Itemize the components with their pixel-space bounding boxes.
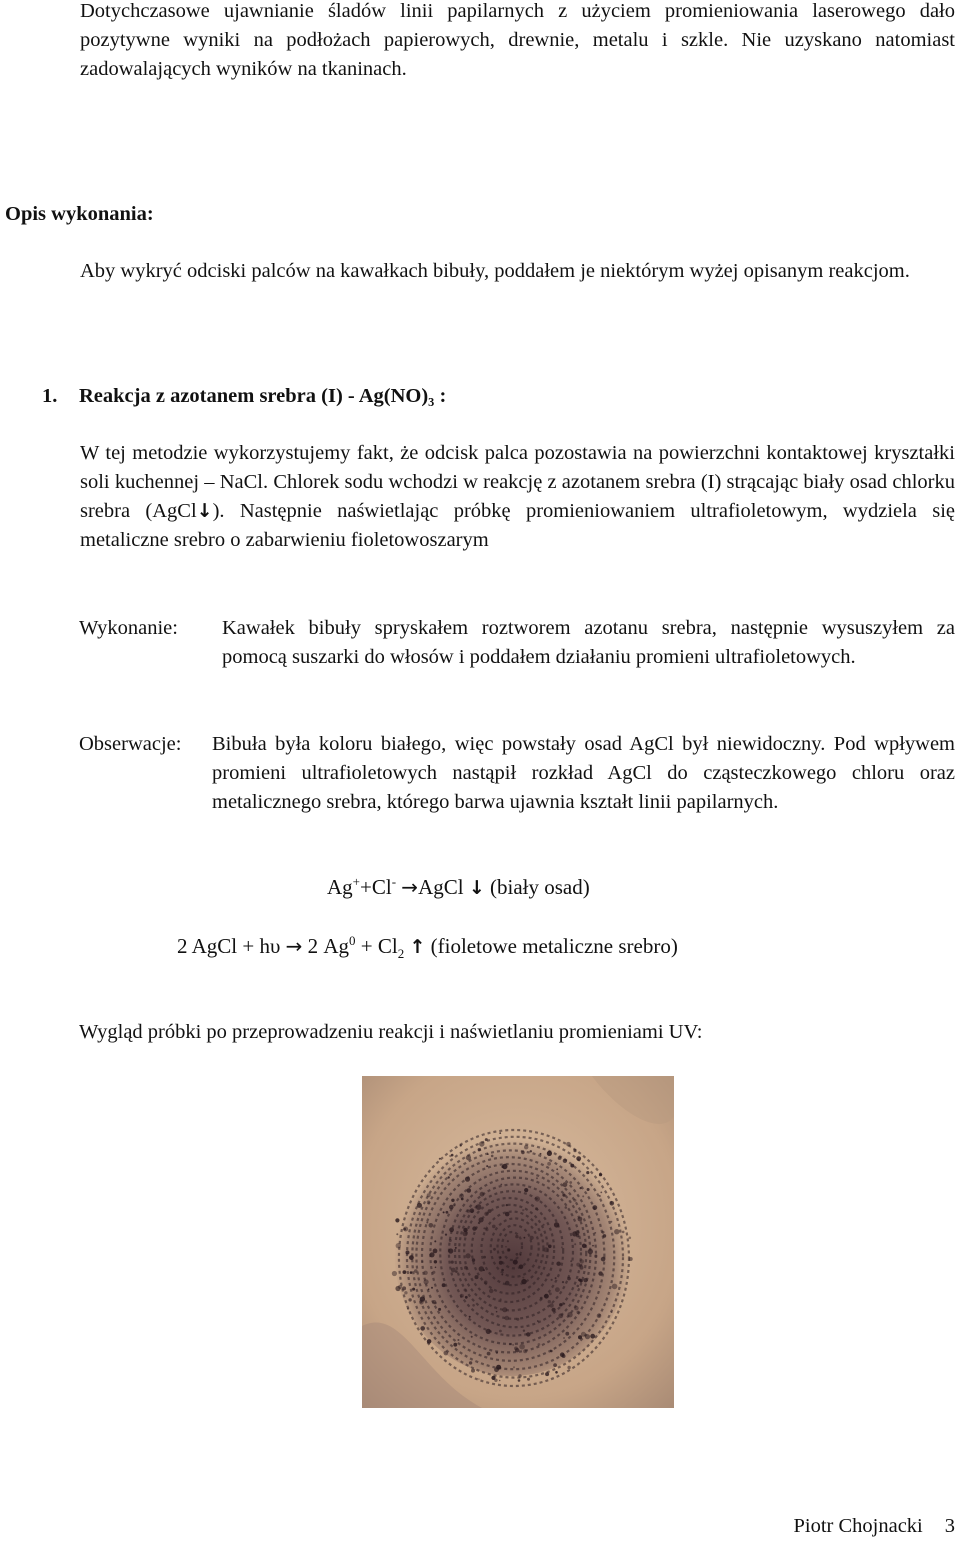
fingerprint-dot: [622, 1231, 625, 1234]
fingerprint-dot: [574, 1243, 576, 1245]
fingerprint-dot: [479, 1141, 484, 1146]
fingerprint-dot: [463, 1228, 467, 1232]
fingerprint-dot: [566, 1142, 571, 1147]
intro-paragraph: [5, 0, 955, 84]
fingerprint-dot: [460, 1144, 462, 1146]
fingerprint-dot: [455, 1247, 457, 1249]
fingerprint-blot: [394, 1126, 630, 1376]
fingerprint-dot: [600, 1192, 602, 1194]
fingerprint-dot: [406, 1251, 410, 1255]
eq1-note: (biały osad): [490, 875, 590, 899]
up-arrow-icon: ↑: [409, 936, 426, 958]
fingerprint-dot: [459, 1194, 464, 1199]
fingerprint-dot: [417, 1203, 422, 1208]
fingerprint-dot: [587, 1188, 590, 1191]
fingerprint-dot: [524, 1145, 528, 1149]
fingerprint-dot: [396, 1243, 401, 1248]
fingerprint-dot: [476, 1204, 482, 1210]
fingerprint-dot: [472, 1258, 475, 1261]
fingerprint-dot: [559, 1303, 562, 1306]
fingerprint-dot: [553, 1363, 557, 1367]
fingerprint-dot: [551, 1279, 553, 1281]
fingerprint-dot: [575, 1230, 579, 1234]
fingerprint-dot: [402, 1286, 406, 1290]
fingerprint-dot: [560, 1352, 565, 1357]
obserwacje-block: [79, 730, 955, 817]
fingerprint-dot: [580, 1187, 582, 1189]
fingerprint-dot: [419, 1300, 424, 1305]
fingerprint-dot: [582, 1195, 584, 1197]
fingerprint-dot: [483, 1269, 485, 1271]
fingerprint-dot: [586, 1171, 589, 1174]
fingerprint-dot: [505, 1316, 510, 1321]
fingerprint-dot: [486, 1329, 491, 1334]
eq1-ag: Ag: [327, 875, 353, 899]
eq2-note: (fioletowe metaliczne srebro): [430, 934, 678, 958]
fingerprint-dot: [460, 1294, 464, 1298]
fingerprint-dot: [403, 1270, 407, 1274]
fingerprint-dot: [464, 1266, 468, 1270]
fingerprint-dot: [520, 1254, 522, 1256]
fingerprint-dot: [519, 1344, 525, 1350]
fingerprint-dot: [576, 1263, 580, 1267]
fingerprint-dot: [455, 1270, 458, 1273]
fingerprint-dot: [578, 1278, 581, 1281]
fingerprint-dot: [545, 1372, 549, 1376]
fingerprint-dot: [443, 1211, 445, 1213]
fingerprint-dot: [515, 1235, 518, 1238]
fingerprint-dot: [563, 1303, 565, 1305]
fingerprint-dot: [513, 1260, 518, 1265]
fingerprint-dot: [555, 1277, 557, 1279]
fingerprint-dot: [426, 1222, 428, 1224]
fingerprint-dot: [501, 1269, 504, 1272]
fingerprint-dot: [427, 1200, 431, 1204]
fingerprint-dot: [522, 1277, 524, 1279]
fingerprint-dot: [501, 1274, 503, 1276]
fingerprint-dot: [465, 1177, 470, 1182]
fingerprint-dot: [454, 1204, 456, 1206]
fingerprint-dot: [555, 1287, 560, 1292]
eq2-cl: + Cl: [360, 934, 398, 958]
wykonanie-text: Kawałek bibuły spryskałem roztworem azotanu srebra, następnie wysuszyłem za pomocą suszarki do włosów i poddałem działaniu promieni ultrafioletowych.: [222, 617, 955, 668]
section-1-text: [5, 439, 955, 555]
eq1-cl-charge: -: [391, 874, 397, 889]
fingerprint-dot: [555, 1371, 558, 1374]
fingerprint-dot: [464, 1288, 467, 1291]
page-number: 3: [944, 1515, 955, 1537]
fingerprint-dot: [449, 1155, 451, 1157]
fingerprint-dot: [424, 1279, 429, 1284]
fingerprint-dot: [610, 1201, 615, 1206]
fingerprint-dot: [438, 1308, 441, 1311]
fingerprint-dot: [472, 1226, 476, 1230]
fingerprint-dot: [486, 1165, 488, 1167]
fingerprint-dot: [442, 1283, 446, 1287]
fingerprint-dot: [502, 1164, 507, 1169]
fingerprint-dot: [475, 1275, 479, 1279]
fingerprint-dot: [478, 1378, 480, 1380]
fingerprint-dot: [516, 1253, 519, 1256]
fingerprint-dot: [573, 1149, 576, 1152]
fingerprint-dot: [449, 1239, 452, 1242]
fingerprint-dot: [398, 1285, 402, 1289]
fingerprint-dot: [590, 1334, 595, 1339]
fingerprint-dot: [535, 1207, 538, 1210]
equation-2: [177, 932, 678, 962]
fingerprint-dot: [434, 1302, 437, 1305]
fingerprint-dot: [493, 1248, 496, 1251]
fingerprint-dot: [582, 1244, 586, 1248]
fingerprint-dot: [538, 1343, 541, 1346]
eq2-ag-sup: 0: [349, 933, 356, 948]
right-arrow-icon: →: [285, 934, 303, 958]
fingerprint-dot: [603, 1234, 607, 1238]
fingerprint-dot: [395, 1218, 399, 1222]
fingerprint-dot: [392, 1271, 397, 1276]
fingerprint-dot: [396, 1233, 398, 1235]
fingerprint-dot: [491, 1155, 494, 1158]
wykonanie-label: Wykonanie:: [79, 617, 178, 639]
fingerprint-dot: [588, 1249, 593, 1254]
fingerprint-dot: [494, 1379, 497, 1382]
fingerprint-dot: [434, 1240, 436, 1242]
fingerprint-dot: [420, 1326, 425, 1331]
eq2-lhs: 2 AgCl + hυ: [177, 934, 281, 958]
fingerprint-dot: [434, 1260, 437, 1263]
fingerprint-dot: [599, 1173, 602, 1176]
equation-1: [327, 873, 590, 903]
fingerprint-dot: [536, 1177, 538, 1179]
fingerprint-dot: [601, 1257, 606, 1262]
fingerprint-dot: [408, 1298, 411, 1301]
fingerprint-dot: [478, 1148, 481, 1151]
fingerprint-dot: [549, 1292, 552, 1295]
fingerprint-dot: [407, 1308, 409, 1310]
eq1-cl: +Cl: [360, 875, 392, 899]
fingerprint-dot: [523, 1349, 527, 1353]
fingerprint-dot: [484, 1212, 488, 1216]
page-footer: [793, 1512, 955, 1541]
fingerprint-dot: [484, 1281, 488, 1285]
fingerprint-dot: [499, 1380, 501, 1382]
fingerprint-dot: [453, 1343, 457, 1347]
wykonanie-block: [79, 614, 955, 672]
fingerprint-dot: [535, 1196, 540, 1201]
fingerprint-dot: [598, 1271, 602, 1275]
fingerprint-dot: [523, 1330, 525, 1332]
fingerprint-dot: [448, 1176, 450, 1178]
fingerprint-dot: [574, 1306, 579, 1311]
fingerprint-dot: [439, 1158, 441, 1160]
opis-paragraph: [5, 257, 955, 286]
fingerprint-dot: [448, 1248, 453, 1253]
fingerprint-dot: [414, 1269, 418, 1273]
fingerprint-dot: [549, 1303, 553, 1307]
eq2-ag: 2 Ag: [307, 934, 350, 958]
fingerprint-dot: [500, 1184, 502, 1186]
fingerprint-dot: [492, 1225, 496, 1229]
fingerprint-dot: [565, 1332, 569, 1336]
fingerprint-dot: [451, 1261, 454, 1264]
fingerprint-dot: [432, 1271, 435, 1274]
fingerprint-dot: [552, 1308, 556, 1312]
fingerprint-dot: [611, 1311, 613, 1313]
fingerprint-dot: [487, 1153, 489, 1155]
fingerprint-dot: [521, 1279, 526, 1284]
fingerprint-dot: [521, 1151, 525, 1155]
section-1-text-b: ). Następnie naświetlając próbkę promieniowaniem ultrafioletowym, wydziela się metaliczne srebro o zabarwieniu fioletowoszarym: [80, 500, 955, 551]
fingerprint-dot: [403, 1228, 406, 1231]
fingerprint-dot: [547, 1162, 551, 1166]
fingerprint-dot: [580, 1259, 584, 1263]
fingerprint-dot: [515, 1348, 519, 1352]
fingerprint-dot: [527, 1378, 530, 1381]
fingerprint-dot: [562, 1194, 565, 1197]
fingerprint-dot: [445, 1234, 447, 1236]
fingerprint-dot: [505, 1246, 507, 1248]
fingerprint-dot: [496, 1311, 498, 1313]
fingerprint-dot: [563, 1159, 567, 1163]
fingerprint-dot: [506, 1204, 508, 1206]
fingerprint-dot: [614, 1229, 619, 1234]
fingerprint-dot: [612, 1284, 618, 1290]
fingerprint-dot: [629, 1257, 633, 1261]
section-1-heading: [42, 382, 446, 411]
fingerprint-dot: [496, 1352, 498, 1354]
intro-text: Dotychczasowe ujawnianie śladów linii papilarnych z użyciem promieniowania laserowego dało pozytywne wyniki na podłożach papierowych, drewnie, metalu i szkle. Nie uzyskano natomiast zadowalających wyników na tkaninach.: [80, 0, 955, 80]
fingerprint-dot: [592, 1205, 597, 1210]
fingerprint-dot: [499, 1256, 501, 1258]
fingerprint-dot: [569, 1181, 572, 1184]
fingerprint-dot: [505, 1281, 510, 1286]
fingerprint-photo: [362, 1076, 674, 1408]
obserwacje-label: Obserwacje:: [79, 733, 182, 755]
fingerprint-dot: [556, 1262, 560, 1266]
fingerprint-dot: [427, 1339, 432, 1344]
fingerprint-dot: [483, 1256, 486, 1259]
photo-caption: Wygląd próbki po przeprowadzeniu reakcji i naświetlaniu promieniami UV:: [79, 1021, 703, 1043]
fingerprint-dot: [449, 1205, 454, 1210]
fingerprint-dot: [446, 1211, 449, 1214]
section-1-title: Reakcja z azotanem srebra (I) - Ag(NO)₃ :: [79, 385, 447, 407]
fingerprint-dot: [429, 1223, 434, 1228]
fingerprint-dot: [610, 1221, 612, 1223]
fingerprint-dot: [524, 1188, 528, 1192]
fingerprint-dot: [469, 1361, 472, 1364]
fingerprint-dot: [594, 1232, 596, 1234]
fingerprint-dot: [547, 1151, 552, 1156]
fingerprint-dot: [558, 1313, 563, 1318]
fingerprint-dot: [563, 1182, 568, 1187]
fingerprint-dot: [479, 1217, 484, 1222]
fingerprint-dot: [507, 1248, 511, 1252]
fingerprint-dot: [471, 1369, 475, 1373]
fingerprint-dot: [578, 1335, 582, 1339]
fingerprint-dot: [629, 1237, 632, 1240]
fingerprint-dot: [526, 1332, 530, 1336]
fingerprint-dot: [540, 1297, 543, 1300]
fingerprint-dot: [421, 1261, 423, 1263]
fingerprint-dot: [471, 1336, 473, 1338]
fingerprint-dot: [577, 1311, 580, 1314]
fingerprint-dot: [451, 1199, 454, 1202]
fingerprint-dot: [573, 1199, 576, 1202]
fingerprint-dot: [512, 1344, 514, 1346]
opis-heading: Opis wykonania:: [5, 203, 154, 225]
fingerprint-dot: [594, 1254, 597, 1257]
fingerprint-dot: [502, 1307, 507, 1312]
opis-text: Aby wykryć odciski palców na kawałkach bibuły, poddałem je niektórym wyżej opisanym reakcjom.: [80, 260, 910, 282]
fingerprint-dot: [435, 1267, 437, 1269]
fingerprint-dot: [410, 1271, 413, 1274]
fingerprint-dot: [578, 1217, 583, 1222]
fingerprint-dot: [592, 1245, 594, 1247]
fingerprint-dot: [565, 1206, 568, 1209]
fingerprint-dot: [546, 1274, 548, 1276]
fingerprint-dot: [583, 1278, 587, 1282]
fingerprint-dot: [530, 1150, 532, 1152]
fingerprint-dot: [427, 1193, 431, 1197]
fingerprint-dot: [444, 1351, 449, 1356]
fingerprint-dot: [519, 1265, 524, 1270]
down-arrow-icon: ↓: [468, 877, 485, 899]
fingerprint-dot: [563, 1337, 565, 1339]
fingerprint-dot: [466, 1253, 471, 1258]
fingerprint-dot: [581, 1332, 586, 1337]
eq1-ag-charge: +: [352, 874, 361, 889]
fingerprint-dot: [449, 1227, 454, 1232]
fingerprint-dot: [499, 1132, 501, 1134]
fingerprint-dot: [485, 1228, 488, 1231]
fingerprint-dot: [489, 1289, 493, 1293]
fingerprint-dot: [562, 1281, 564, 1283]
fingerprint-dot: [513, 1366, 515, 1368]
fingerprint-dot: [567, 1277, 571, 1281]
fingerprint-dot: [599, 1195, 601, 1197]
fingerprint-dot: [469, 1316, 471, 1318]
fingerprint-dot: [554, 1222, 559, 1227]
fingerprint-dot: [412, 1288, 415, 1291]
fingerprint-dot: [548, 1245, 552, 1249]
fingerprint-dot: [485, 1138, 488, 1141]
fingerprint-dot: [577, 1285, 580, 1288]
fingerprint-dot: [530, 1236, 534, 1240]
fingerprint-dot: [431, 1287, 433, 1289]
footer-author: Piotr Chojnacki: [793, 1515, 923, 1537]
fingerprint-dot: [499, 1330, 502, 1333]
fingerprint-dot: [537, 1320, 539, 1322]
section-1-number: 1.: [42, 385, 58, 407]
fingerprint-dot: [507, 1240, 509, 1242]
section-1-paragraph: [5, 439, 955, 555]
fingerprint-dot: [480, 1192, 485, 1197]
fingerprint-dot: [478, 1222, 480, 1224]
fingerprint-dot: [570, 1260, 572, 1262]
fingerprint-dot: [518, 1374, 521, 1377]
fingerprint-dot: [494, 1367, 499, 1372]
fingerprint-dot: [509, 1343, 511, 1345]
fingerprint-dot: [561, 1246, 563, 1248]
fingerprint-dot: [467, 1188, 472, 1193]
fingerprint-dot: [543, 1224, 545, 1226]
fingerprint-dot: [544, 1247, 549, 1252]
fingerprint-dot: [423, 1271, 427, 1275]
fingerprint-dot: [558, 1156, 562, 1160]
fingerprint-dot: [457, 1339, 459, 1341]
fingerprint-dot: [550, 1350, 553, 1353]
fingerprint-dot: [516, 1318, 519, 1321]
eq2-cl-sub: 2: [397, 946, 405, 962]
fingerprint-dot: [556, 1168, 558, 1170]
section-1-text-a: W tej metodzie wykorzystujemy fakt, że odcisk palca pozostawia na powierzchni kontaktowej kryształki soli kuchennej – NaCl. Chlorek sodu wchodzi w reakcję z azotanem srebra (I) strącając biały osad chlorku srebra (AgCl: [80, 442, 955, 522]
fingerprint-dot: [428, 1288, 430, 1290]
fingerprint-dot: [500, 1298, 502, 1300]
fingerprint-dot: [472, 1304, 475, 1307]
fingerprint-dot: [567, 1366, 570, 1369]
fingerprint-dot: [465, 1296, 468, 1299]
down-arrow-icon: ↓: [196, 500, 213, 522]
fingerprint-dot: [602, 1231, 605, 1234]
fingerprint-dot: [505, 1212, 510, 1217]
fingerprint-dot: [548, 1300, 551, 1303]
fingerprint-dot: [483, 1227, 485, 1229]
fingerprint-dot: [499, 1261, 503, 1265]
fingerprint-dot: [580, 1264, 582, 1266]
eq1-product: AgCl: [418, 875, 464, 899]
fingerprint-dot: [466, 1155, 471, 1160]
fingerprint-dot: [540, 1153, 542, 1155]
fingerprint-dot: [518, 1379, 521, 1382]
fingerprint-dot: [433, 1249, 438, 1254]
fingerprint-dot: [544, 1294, 549, 1299]
fingerprint-dot: [409, 1255, 414, 1260]
fingerprint-dot: [576, 1156, 581, 1161]
fingerprint-dot: [597, 1313, 602, 1318]
obserwacje-text: Bibuła była koloru białego, więc powstały osad AgCl był niewidoczny. Pod wpływem promieni ultrafioletowych nastąpił rozkład AgCl do cząsteczkowego chloru oraz metalicznego srebra, którego barwa ujawnia kształt linii papilarnych.: [212, 733, 955, 813]
fingerprint-dot: [404, 1291, 407, 1294]
right-arrow-icon: →: [401, 875, 419, 899]
fingerprint-dot: [470, 1208, 475, 1213]
fingerprint-dot: [570, 1164, 574, 1168]
fingerprint-dot: [524, 1237, 526, 1239]
fingerprint-dot: [487, 1352, 491, 1356]
fingerprint-dot: [451, 1268, 456, 1273]
fingerprint-dot: [522, 1209, 524, 1211]
fingerprint-dot: [567, 1312, 572, 1317]
